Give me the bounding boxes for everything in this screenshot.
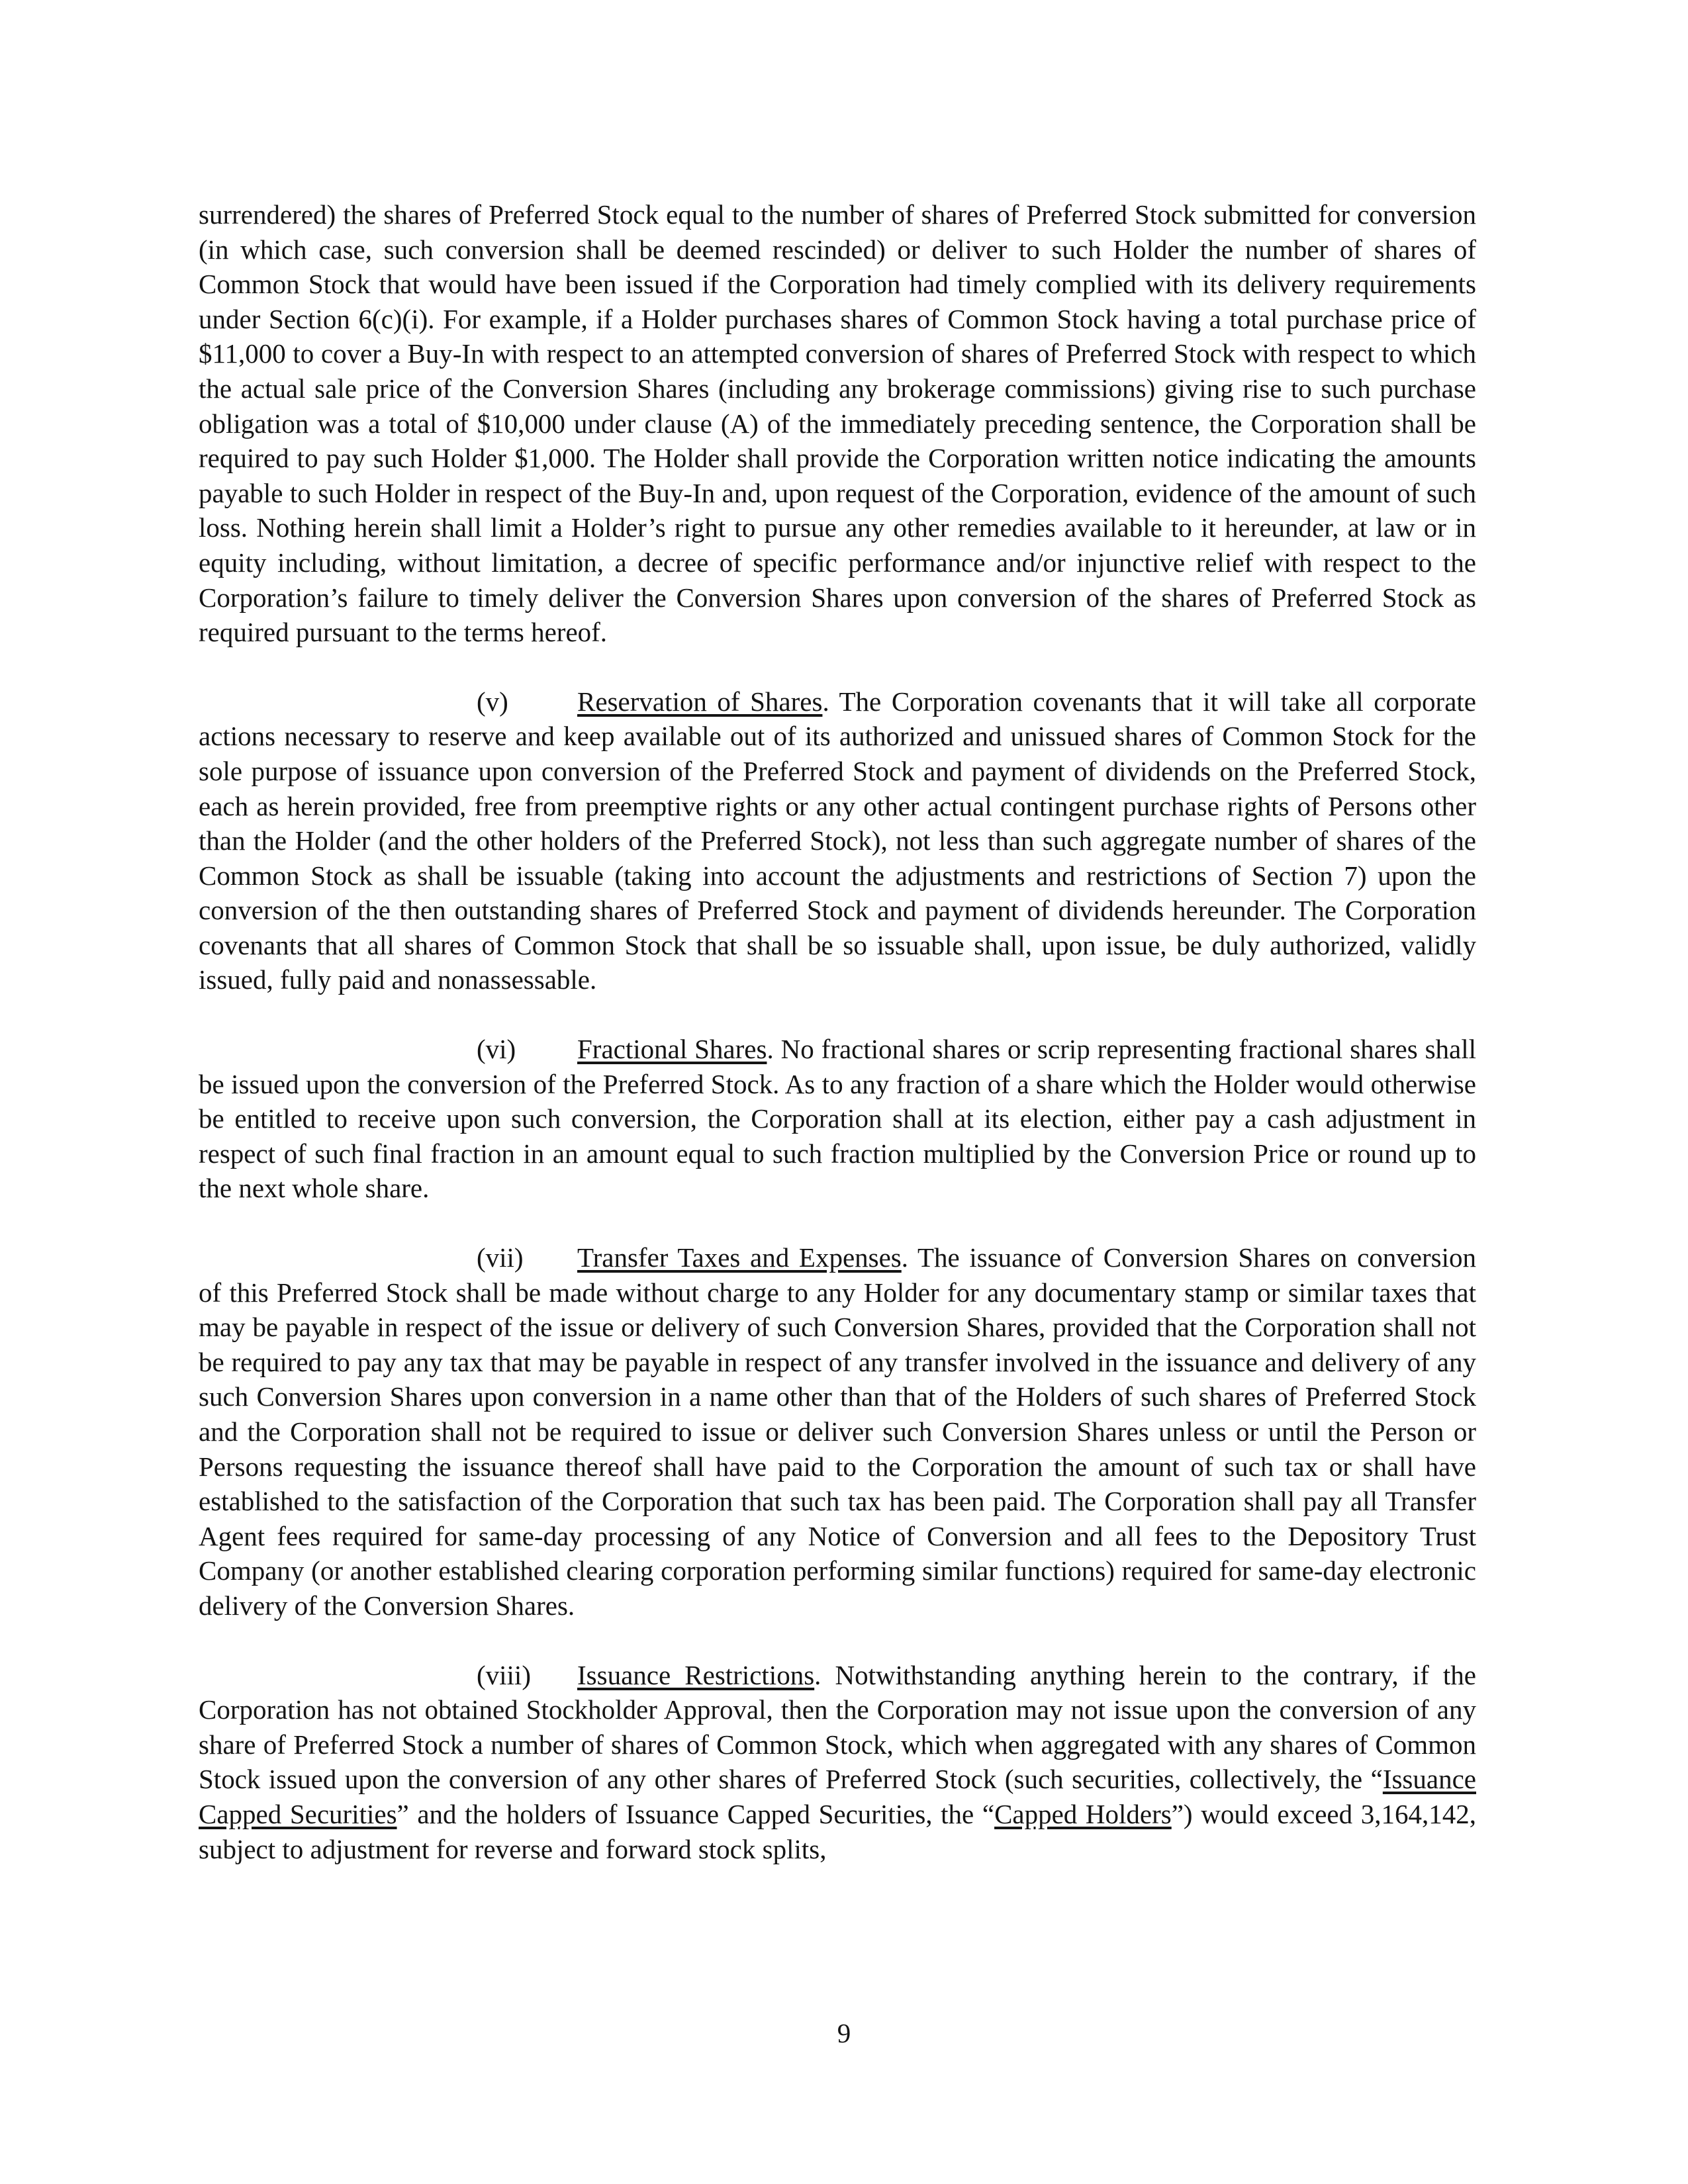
section-label: (vi) bbox=[477, 1034, 516, 1065]
paragraph-text: ” and the holders of Issuance Capped Securities, the “ bbox=[397, 1798, 995, 1829]
paragraph-continuation bbox=[199, 197, 1476, 650]
paragraph-text: . The Corporation covenants that it will take all corporate actions necessary to reserve and keep available out of its authorized and unissued shares of Common Stock for the sole purpose of issuance upon conversion of the Preferred Stock and payment of dividends on the Preferred Stock, each as herein provided, free from preemptive rights or any other actual contingent purchase rights of Persons other than the Holder (and the other holders of the Preferred Stock), not less than such aggregate number of shares of the Common Stock as shall be issuable (taking into account the adjustments and restrictions of Section 7) upon the conversion of the then outstanding shares of Preferred Stock and payment of dividends hereunder. The Corporation covenants that all shares of Common Stock that shall be so issuable shall, upon issue, be duly authorized, validly issued, fully paid and nonassessable. bbox=[199, 686, 1476, 995]
section-heading: Reservation of Shares bbox=[577, 686, 823, 717]
section-label: (viii) bbox=[477, 1659, 531, 1690]
defined-term-issuance-capped-securities: Issuance Capped Securities bbox=[199, 1764, 1476, 1829]
section-label: (vii) bbox=[477, 1242, 524, 1273]
section-vii-transfer-taxes bbox=[199, 1240, 1476, 1623]
section-viii-issuance-restrictions bbox=[199, 1658, 1476, 1867]
document-page bbox=[199, 197, 1476, 1901]
section-v-reservation-of-shares bbox=[199, 684, 1476, 997]
paragraph-text: surrendered) the shares of Preferred Stock equal to the number of shares of Preferred Stock submitted for conversion (in which case, such conversion shall be deemed rescinded) or deliver to such Holder the number of shares of Common Stock that would have been issued if the Corporation had timely complied with its delivery requirements under Section 6(c)(i). For example, if a Holder purchases shares of Common Stock having a total purchase price of $11,000 to cover a Buy-In with respect to an attempted conversion of shares of Preferred Stock with respect to which the actual sale price of the Conversion Shares (including any brokerage commissions) giving rise to such purchase obligation was a total of $10,000 under clause (A) of the immediately preceding sentence, the Corporation shall be required to pay such Holder $1,000. The Holder shall provide the Corporation written notice indicating the amounts payable to such Holder in respect of the Buy-In and, upon request of the Corporation, evidence of the amount of such loss. Nothing herein shall limit a Holder’s right to pursue any other remedies available to it hereunder, at law or in equity including, without limitation, a decree of specific performance and/or injunctive relief with respect to the Corporation’s failure to timely deliver the Conversion Shares upon conversion of the shares of Preferred Stock as required pursuant to the terms hereof. bbox=[199, 199, 1476, 648]
paragraph-text: . Notwithstanding anything herein to the contrary, if the Corporation has not obtained Stockholder Approval, then the Corporation may not issue upon the conversion of any share of Preferred Stock a number of shares of Common Stock, which when aggregated with any shares of Common Stock issued upon the conversion of any other shares of Preferred Stock (such securities, collectively, the “ bbox=[199, 1659, 1477, 1795]
section-label: (v) bbox=[477, 686, 508, 717]
section-heading: Transfer Taxes and Expenses bbox=[577, 1242, 902, 1273]
section-heading: Issuance Restrictions bbox=[577, 1659, 815, 1690]
page-number: 9 bbox=[837, 2018, 851, 2048]
paragraph-text: . The issuance of Conversion Shares on conversion of this Preferred Stock shall be made without charge to any Holder for any documentary stamp or similar taxes that may be payable in respect of the issue or delivery of such Conversion Shares, provided that the Corporation shall not be required to pay any tax that may be payable in respect of any transfer involved in the issuance and delivery of any such Conversion Shares upon conversion in a name other than that of the Holders of such shares of Preferred Stock and the Corporation shall not be required to issue or deliver such Conversion Shares unless or until the Person or Persons requesting the issuance thereof shall have paid to the Corporation the amount of such tax or shall have established to the satisfaction of the Corporation that such tax has been paid. The Corporation shall pay all Transfer Agent fees required for same-day processing of any Notice of Conversion and all fees to the Depository Trust Company (or another established clearing corporation performing similar functions) required for same-day electronic delivery of the Conversion Shares. bbox=[199, 1242, 1476, 1621]
paragraph-text: ”) would exceed 3,164,142, subject to adjustment for reverse and forward stock splits, bbox=[199, 1798, 1476, 1864]
section-vi-fractional-shares bbox=[199, 1032, 1476, 1206]
section-heading: Fractional Shares bbox=[577, 1034, 767, 1065]
paragraph-text: . No fractional shares or scrip representing fractional shares shall be issued upon the conversion of the Preferred Stock. As to any fraction of a share which the Holder would otherwise be entitled to receive upon such conversion, the Corporation shall at its election, either pay a cash adjustment in respect of such final fraction in an amount equal to such fraction multiplied by the Conversion Price or round up to the next whole share. bbox=[199, 1034, 1477, 1204]
defined-term-capped-holders: Capped Holders bbox=[994, 1798, 1172, 1829]
